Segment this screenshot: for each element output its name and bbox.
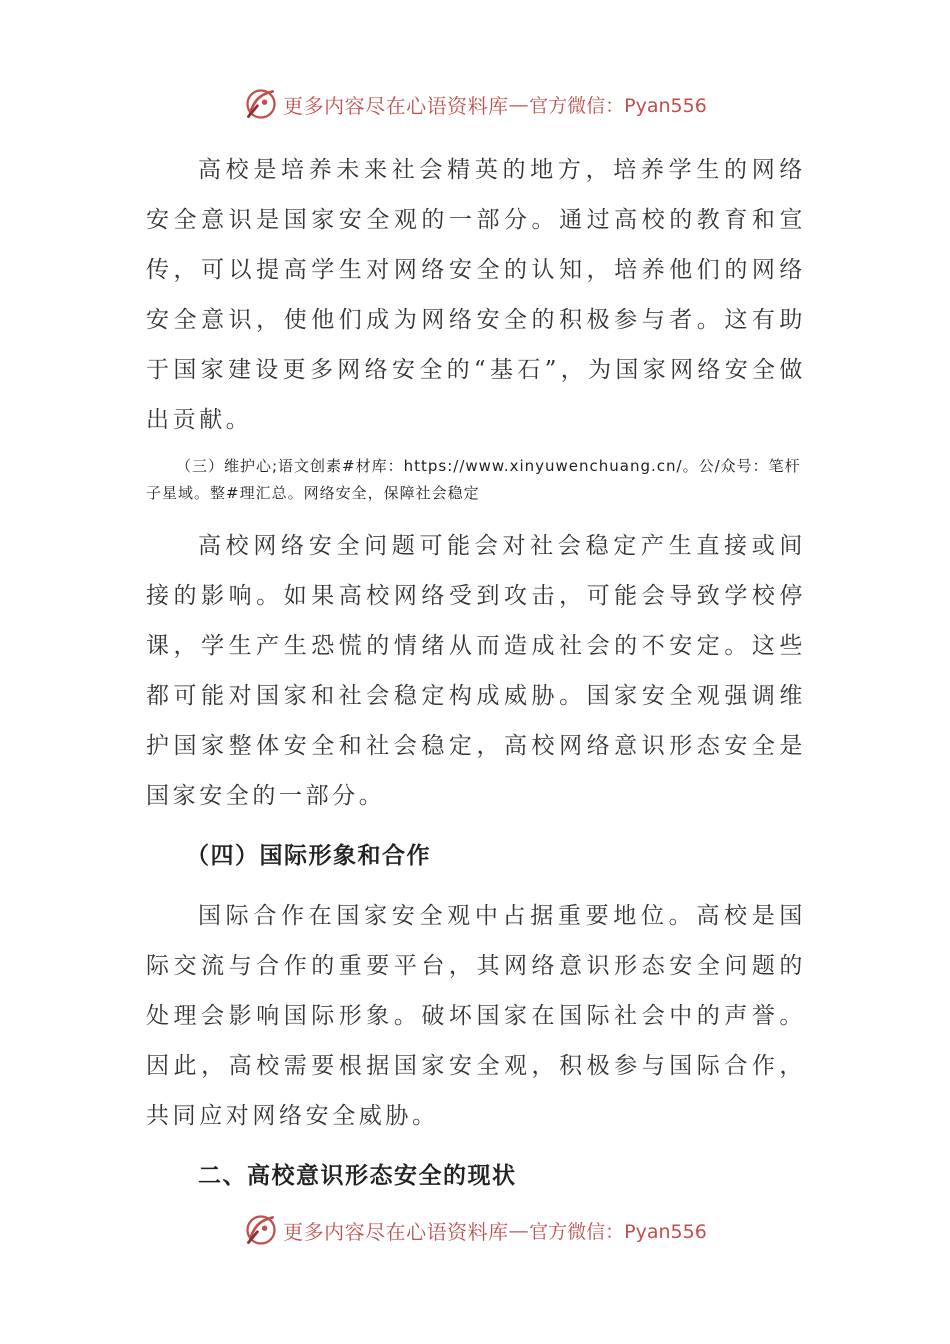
pen-swirl-logo-icon	[243, 1212, 279, 1248]
banner-wechat: 官方微信：Pyan556	[529, 1220, 707, 1243]
chapter-2-heading: 二、高校意识形态安全的现状	[198, 1162, 517, 1189]
footer-banner	[0, 1210, 950, 1250]
paragraph-1: 高校是培养未来社会精英的地方，培养学生的网络安全意识是国家安全观的一部分。通过高校的教育和宣传，可以提高学生对网络安全的认知，培养他们的网络安全意识，使他们成为网络安全的积极参与者。这有助于国家建设更多网络安全的“基石”，为国家网络安全做出贡献。	[146, 157, 806, 433]
section-3-heading-note: （三）维护心;语文创素#材库：https://www.xinyuwenchuang.cn/。公/众号：笔杆子星域。整#理汇总。网络安全，保障社会稳定	[146, 457, 801, 502]
section-4-heading: （四）国际形象和合作	[186, 842, 431, 869]
document-body	[146, 145, 806, 1211]
banner-title: 更多内容尽在心语资料库	[283, 93, 509, 118]
banner-separator: —	[508, 92, 530, 116]
header-banner	[0, 84, 950, 124]
banner-separator: —	[508, 1218, 530, 1242]
paragraph-2: 高校网络安全问题可能会对社会稳定产生直接或间接的影响。如果高校网络受到攻击，可能会导致学校停课，学生产生恐慌的情绪从而造成社会的不安定。这些都可能对国家和社会稳定构成威胁。国家安全观强调维护国家整体安全和社会稳定，高校网络意识形态安全是国家安全的一部分。	[146, 533, 806, 809]
banner-title: 更多内容尽在心语资料库	[283, 1219, 509, 1244]
paragraph-3: 国际合作在国家安全观中占据重要地位。高校是国际交流与合作的重要平台，其网络意识形态安全问题的处理会影响国际形象。破坏国家在国际社会中的声誉。因此，高校需要根据国家安全观，积极参与国际合作，共同应对网络安全威胁。	[146, 903, 806, 1129]
banner-wechat: 官方微信：Pyan556	[529, 94, 707, 117]
pen-swirl-logo-icon	[243, 86, 279, 122]
